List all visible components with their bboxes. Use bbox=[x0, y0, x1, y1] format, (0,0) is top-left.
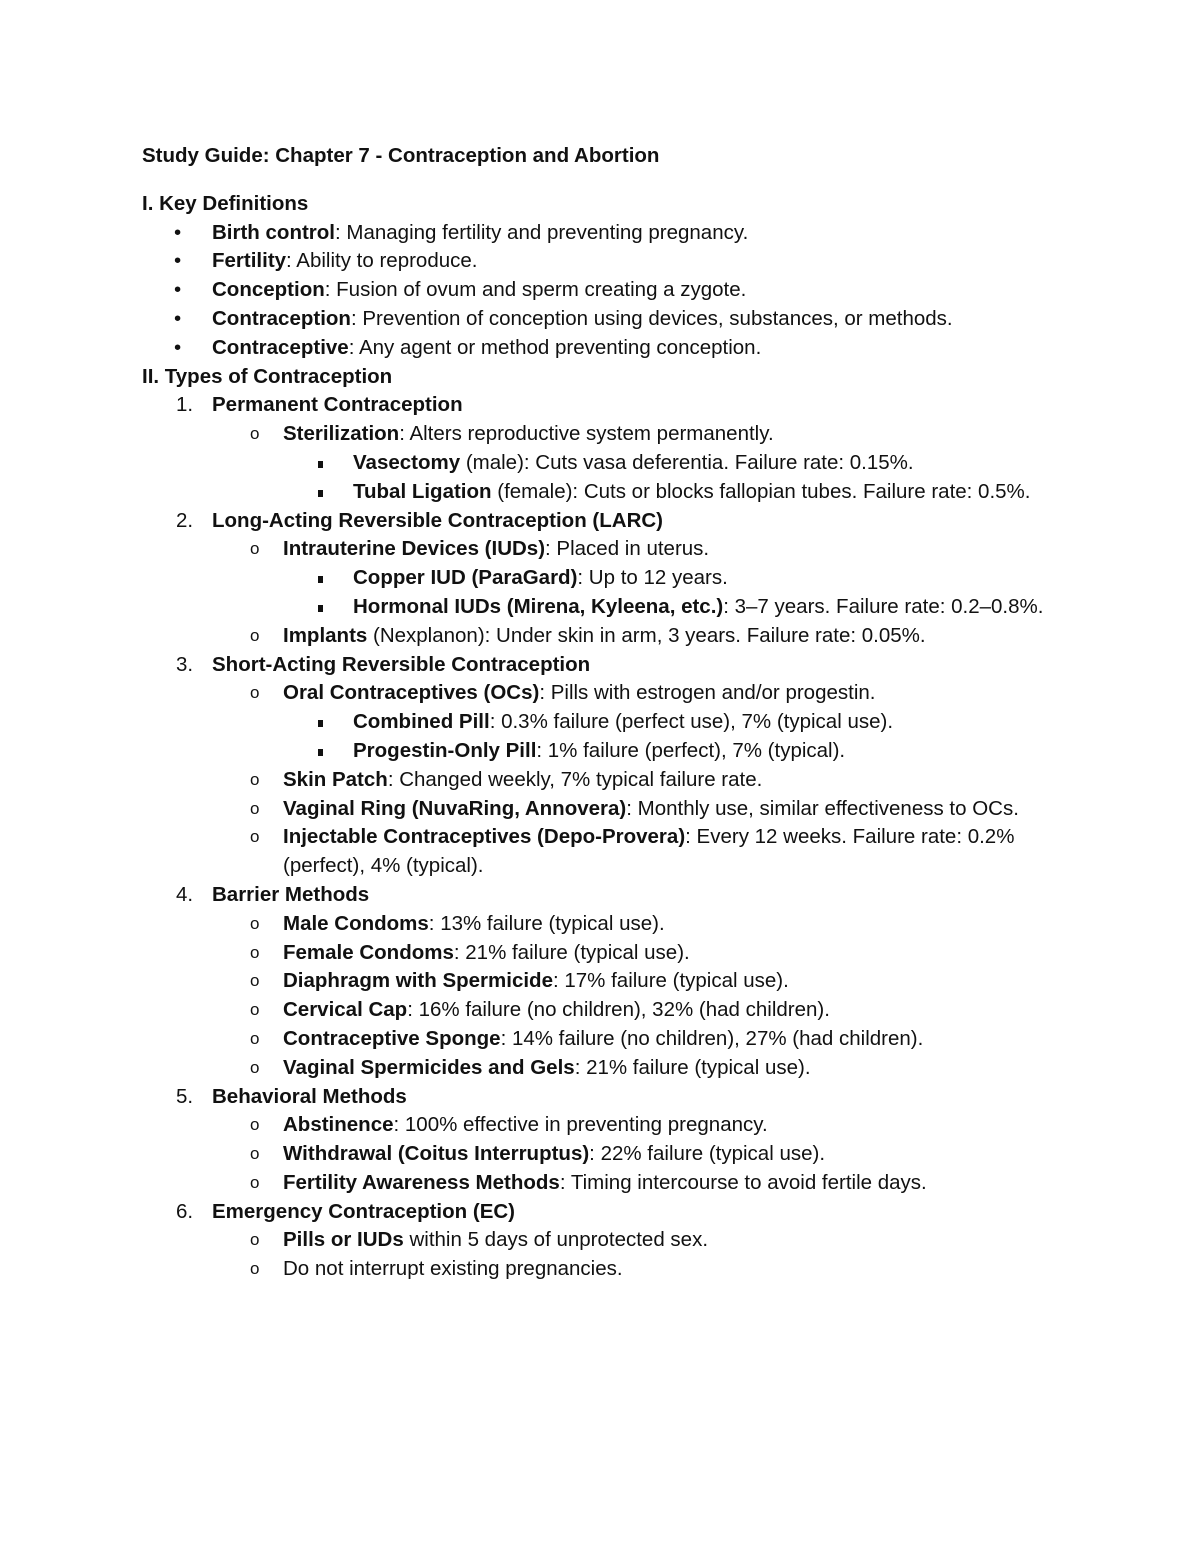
list-item: • Contraception: Prevention of conception using devices, substances, or methods. bbox=[142, 305, 1062, 334]
list-item: o Injectable Contraceptives (Depo-Provera): Every 12 weeks. Failure rate: 0.2% (perfect), 4% (typical). bbox=[142, 823, 1062, 881]
list-item: o Withdrawal (Coitus Interruptus): 22% failure (typical use). bbox=[142, 1140, 1062, 1169]
numbered-item: 2. Long-Acting Reversible Contraception (LARC) bbox=[176, 508, 664, 532]
list-item: Copper IUD (ParaGard): Up to 12 years. bbox=[142, 564, 1062, 593]
numbered-item: 4. Barrier Methods bbox=[176, 882, 370, 906]
numbered-item: 3. Short-Acting Reversible Contraception bbox=[176, 652, 591, 676]
list-item: o Do not interrupt existing pregnancies. bbox=[142, 1255, 1062, 1284]
list-item: Tubal Ligation (female): Cuts or blocks fallopian tubes. Failure rate: 0.5%. bbox=[142, 478, 1062, 507]
page-title: Study Guide: Chapter 7 - Contraception and Abortion bbox=[142, 144, 660, 167]
list-item: o Vaginal Ring (NuvaRing, Annovera): Monthly use, similar effectiveness to OCs. bbox=[142, 795, 1062, 824]
list-item: Vasectomy (male): Cuts vasa deferentia. Failure rate: 0.15%. bbox=[142, 449, 1062, 478]
list-item: o Abstinence: 100% effective in preventing pregnancy. bbox=[142, 1111, 1062, 1140]
numbered-item: 6. Emergency Contraception (EC) bbox=[176, 1199, 515, 1223]
list-item: Hormonal IUDs (Mirena, Kyleena, etc.): 3–7 years. Failure rate: 0.2–0.8%. bbox=[142, 593, 1062, 622]
section-heading-definitions: I. Key Definitions bbox=[142, 191, 309, 215]
list-item: o Contraceptive Sponge: 14% failure (no children), 27% (had children). bbox=[142, 1025, 1062, 1054]
list-item: o Skin Patch: Changed weekly, 7% typical failure rate. bbox=[142, 766, 1062, 795]
list-item: Progestin-Only Pill: 1% failure (perfect), 7% (typical). bbox=[142, 737, 1062, 766]
list-item: o Implants (Nexplanon): Under skin in arm, 3 years. Failure rate: 0.05%. bbox=[142, 622, 1062, 651]
list-item: o Vaginal Spermicides and Gels: 21% failure (typical use). bbox=[142, 1054, 1062, 1083]
list-item: o Fertility Awareness Methods: Timing intercourse to avoid fertile days. bbox=[142, 1169, 1062, 1198]
definitions-list bbox=[142, 219, 1062, 363]
numbered-item: 1. Permanent Contraception bbox=[176, 393, 463, 417]
list-item: • Birth control: Managing fertility and preventing pregnancy. bbox=[142, 219, 1062, 248]
numbered-item: 5. Behavioral Methods bbox=[176, 1084, 407, 1108]
list-item: o Oral Contraceptives (OCs): Pills with estrogen and/or progestin. bbox=[142, 679, 1062, 708]
list-item: o Female Condoms: 21% failure (typical use). bbox=[142, 939, 1062, 968]
study-guide bbox=[142, 142, 1062, 1284]
list-item: o Pills or IUDs within 5 days of unprotected sex. bbox=[142, 1226, 1062, 1255]
list-item: o Intrauterine Devices (IUDs): Placed in uterus. bbox=[142, 535, 1062, 564]
list-item: o Sterilization: Alters reproductive system permanently. bbox=[142, 420, 1062, 449]
types-list bbox=[142, 391, 1062, 1284]
list-item: Combined Pill: 0.3% failure (perfect use), 7% (typical use). bbox=[142, 708, 1062, 737]
section-heading-types: II. Types of Contraception bbox=[142, 364, 393, 388]
list-item: o Male Condoms: 13% failure (typical use). bbox=[142, 910, 1062, 939]
list-item: o Diaphragm with Spermicide: 17% failure (typical use). bbox=[142, 967, 1062, 996]
list-item: • Fertility: Ability to reproduce. bbox=[142, 247, 1062, 276]
list-item: • Contraceptive: Any agent or method preventing conception. bbox=[142, 334, 1062, 363]
list-item: • Conception: Fusion of ovum and sperm creating a zygote. bbox=[142, 276, 1062, 305]
list-item: o Cervical Cap: 16% failure (no children), 32% (had children). bbox=[142, 996, 1062, 1025]
